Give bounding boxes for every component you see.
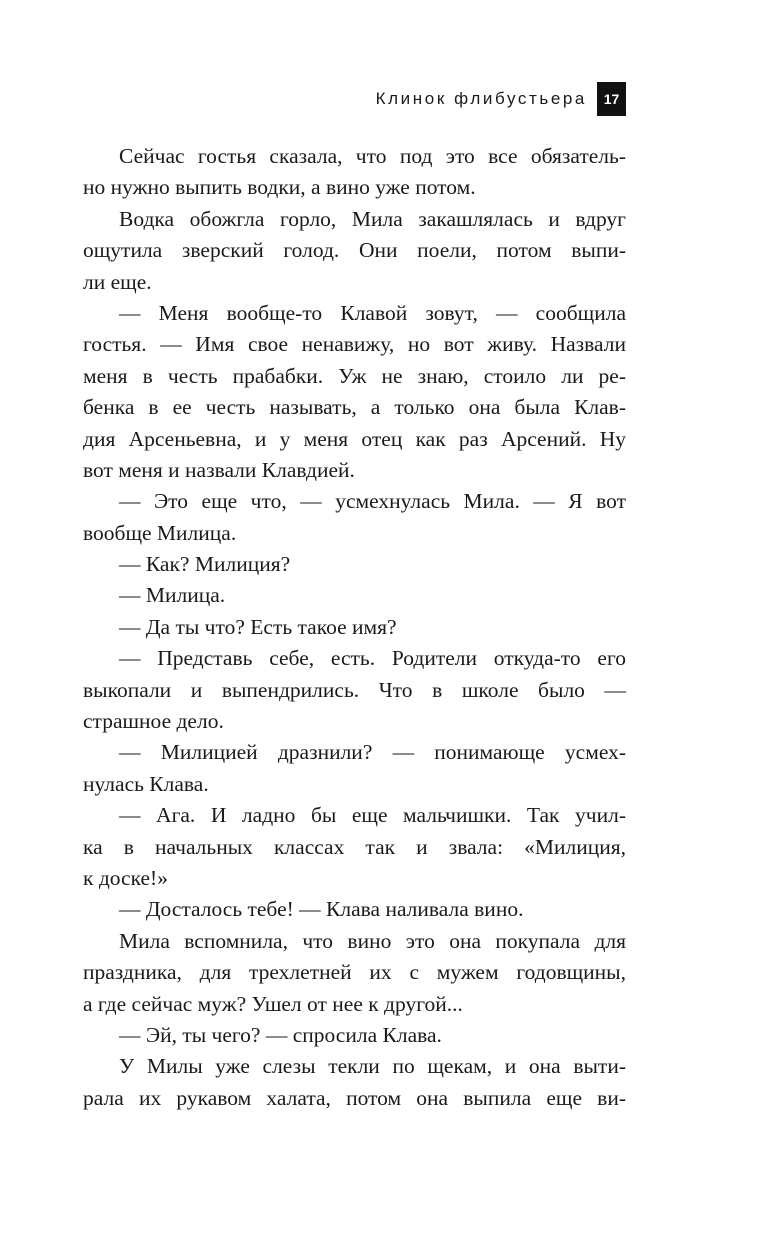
paragraph: [83, 926, 626, 1020]
text-line: — Да ты что? Есть такое имя?: [119, 614, 397, 639]
text-line: — Меня вообще-то Клавой зовут, — сообщила: [119, 300, 626, 325]
text-line: меня в честь прабабки. Уж не знаю, стоило ли ре-: [83, 363, 626, 388]
text-line: — Как? Милиция?: [119, 552, 291, 577]
text-line: — Представь себе, есть. Родители откуда-то его: [119, 646, 626, 671]
text-line: вот меня и назвали Клавдией.: [83, 457, 355, 482]
text-line: Мила вспомнила, что вино это она покупала для: [119, 928, 626, 953]
text-line: — Ага. И ладно бы еще мальчишки. Так учил-: [119, 803, 626, 828]
paragraph: [83, 141, 626, 204]
paragraph: [83, 549, 626, 580]
text-line: но нужно выпить водки, а вино уже потом.: [83, 175, 476, 200]
paragraph: [83, 1020, 626, 1051]
text-line: Водка обожгла горло, Мила закашлялась и вдруг: [119, 206, 626, 231]
text-line: дия Арсеньевна, и у меня отец как раз Арсений. Ну: [83, 426, 626, 451]
text-line: У Милы уже слезы текли по щекам, и она выти-: [119, 1054, 626, 1079]
text-line: рала их рукавом халата, потом она выпила еще ви-: [83, 1085, 626, 1110]
text-line: — Это еще что, — усмехнулась Мила. — Я вот: [119, 489, 626, 514]
paragraph: [83, 1051, 626, 1114]
paragraph: [83, 580, 626, 611]
text-line: — Милицией дразнили? — понимающе усмех-: [119, 740, 626, 765]
paragraph: [83, 486, 626, 549]
text-line: бенка в ее честь называть, а только она была Клав-: [83, 395, 626, 420]
text-line: а где сейчас муж? Ушел от нее к другой...: [83, 991, 463, 1016]
text-line: выкопали и выпендрились. Что в школе было —: [83, 677, 626, 702]
text-line: ли еще.: [83, 269, 152, 294]
text-line: — Эй, ты чего? — спросила Клава.: [119, 1022, 442, 1047]
text-line: гостья. — Имя свое ненавижу, но вот живу. Назвали: [83, 332, 626, 357]
paragraph: [83, 894, 626, 925]
running-title: Клинок флибустьера: [375, 89, 587, 108]
page-number-badge: 17: [597, 82, 626, 116]
text-line: — Досталось тебе! — Клава наливала вино.: [119, 897, 524, 922]
text-line: Сейчас гостья сказала, что под это все обязатель-: [119, 144, 626, 168]
running-header: [376, 82, 626, 116]
paragraph: [83, 643, 626, 737]
text-line: ка в начальных классах так и звала: «Милиция,: [83, 834, 626, 859]
text-line: страшное дело.: [83, 709, 224, 734]
text-line: — Милица.: [119, 583, 226, 608]
paragraph: [83, 298, 626, 486]
paragraph: [83, 800, 626, 894]
text-line: к доске!»: [83, 865, 168, 890]
body-text: [83, 141, 626, 1114]
paragraph: [83, 737, 626, 800]
text-line: вообще Милица.: [83, 520, 237, 545]
paragraph: [83, 612, 626, 643]
text-line: праздника, для трехлетней их с мужем годовщины,: [83, 960, 626, 985]
text-line: нулась Клава.: [83, 771, 209, 796]
text-line: ощутила зверский голод. Они поели, потом выпи-: [83, 238, 626, 263]
paragraph: [83, 204, 626, 298]
